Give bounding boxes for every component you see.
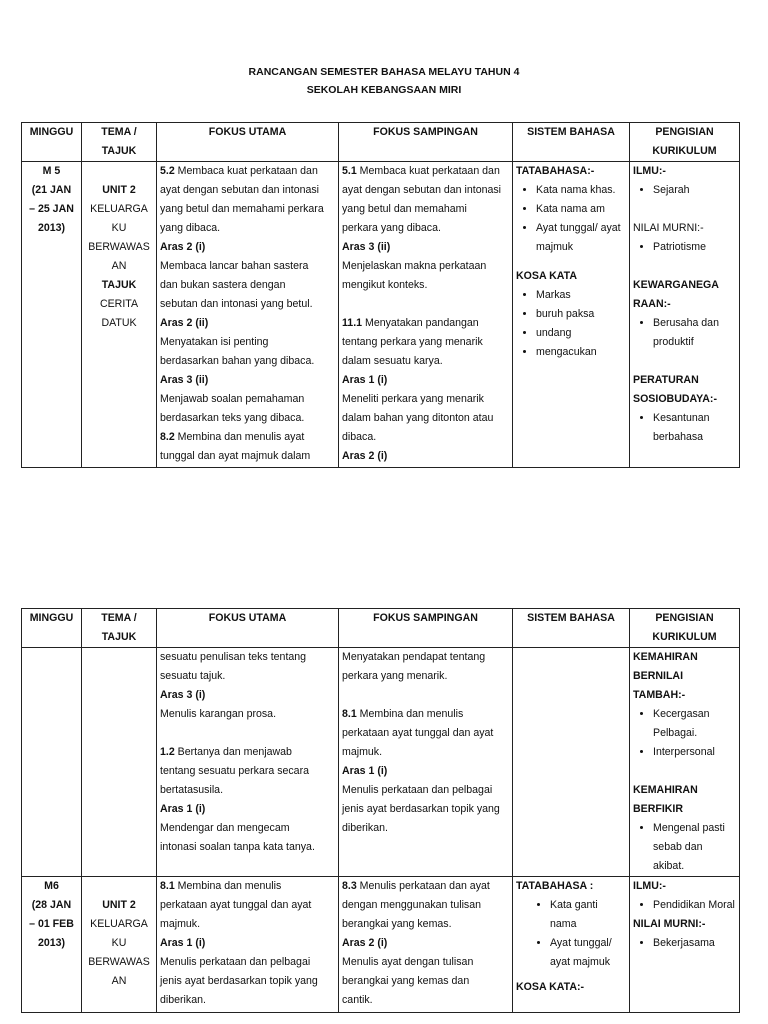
list-item: • Kata nama khas. — [536, 181, 626, 200]
list-item: • Sejarah — [653, 181, 736, 200]
list-item: • Ayat tunggal/ ayat majmuk — [550, 934, 626, 972]
col-header-fokus-utama: FOKUS UTAMA — [157, 609, 339, 648]
fokus-utama-cell: 8.1 Membina dan menulis perkataan ayat tunggal dan ayat majmuk. Aras 1 (i) Menulis perkataan dan pelbagai jenis ayat berdasarkan topik yang diberikan. — [157, 877, 339, 1013]
col-header-sistem-bahasa: SISTEM BAHASA — [513, 123, 630, 162]
col-header-minggu: MINGGU — [22, 609, 82, 648]
kosa-kata-list — [516, 286, 626, 362]
pengisian-kurikulum-cell: ILMU:- • Sejarah NILAI MURNI:- • Patriotisme KEWARGANEGA RAAN:- • Berusaha dan produktif PERATURAN SOSIOBUDAYA:- • Kesantunan berbahasa — [630, 162, 740, 468]
list-item: • Kata nama am — [536, 200, 626, 219]
list-item: • Berusaha dan produktif — [653, 314, 736, 352]
list-item: • Mengenal pasti sebab dan akibat. — [653, 819, 736, 876]
list-item: • Ayat tunggal/ ayat majmuk — [536, 219, 626, 257]
table-row — [22, 648, 740, 877]
doc-title-line-1: RANCANGAN SEMESTER BAHASA MELAYU TAHUN 4 — [248, 66, 520, 78]
col-header-sistem-bahasa: SISTEM BAHASA — [513, 609, 630, 648]
tatabahasa-list — [516, 181, 626, 257]
tatabahasa-list — [516, 896, 626, 972]
sistem-bahasa-cell: TATABAHASA : • Kata ganti nama • Ayat tunggal/ ayat majmuk KOSA KATA:- — [513, 877, 630, 1013]
col-header-tema: TEMA / TAJUK — [82, 123, 157, 162]
pengisian-kurikulum-cell: KEMAHIRAN BERNILAI TAMBAH:- • Kecergasan Pelbagai. • Interpersonal KEMAHIRAN BERFIKIR • Mengenal pasti sebab dan akibat. — [630, 648, 740, 877]
table-row — [22, 877, 740, 1013]
list-item: • Patriotisme — [653, 238, 736, 257]
list-item: • Kecergasan Pelbagai. — [653, 705, 736, 743]
list-item: • mengacukan — [536, 343, 626, 362]
theme-cell — [82, 648, 157, 877]
week-cell — [22, 648, 82, 877]
table-header-row — [22, 609, 740, 648]
col-header-tema: TEMA / TAJUK — [82, 609, 157, 648]
table-row — [22, 162, 740, 468]
theme-cell: UNIT 2 KELUARGA KU BERWAWAS AN — [82, 877, 157, 1013]
week-cell: M 5 (21 JAN – 25 JAN 2013) — [22, 162, 82, 468]
col-header-fokus-sampingan: FOKUS SAMPINGAN — [339, 123, 513, 162]
pengisian-kurikulum-cell: ILMU:- • Pendidikan Moral NILAI MURNI:- • Bekerjasama — [630, 877, 740, 1013]
fokus-sampingan-cell: 8.3 Menulis perkataan dan ayat dengan menggunakan tulisan berangkai yang kemas. Aras 2 (i) Menulis ayat dengan tulisan berangkai yang kemas dan cantik. — [339, 877, 513, 1013]
list-item: • Pendidikan Moral — [653, 896, 736, 915]
sistem-bahasa-cell — [513, 648, 630, 877]
table-header-row — [22, 123, 740, 162]
week-cell: M6 (28 JAN – 01 FEB 2013) — [22, 877, 82, 1013]
col-header-minggu: MINGGU — [22, 123, 82, 162]
fokus-sampingan-cell: 5.1 Membaca kuat perkataan dan ayat dengan sebutan dan intonasi yang betul dan memahami perkara yang dibaca. Aras 3 (ii) Menjelaskan makna perkataan mengikut konteks. 11.1 Menyatakan pandangan tentang perkara yang menarik dalam sesuatu karya. Aras 1 (i) Meneliti perkara yang menarik dalam bahan yang ditonton atau dibaca. Aras 2 (i) — [339, 162, 513, 468]
col-header-pengisian: PENGISIAN KURIKULUM — [630, 123, 740, 162]
col-header-pengisian: PENGISIAN KURIKULUM — [630, 609, 740, 648]
doc-title-line-2: SEKOLAH KEBANGSAAN MIRI — [306, 84, 462, 96]
fokus-utama-cell: 5.2 Membaca kuat perkataan dan ayat dengan sebutan dan intonasi yang betul dan memahami perkara yang dibaca. Aras 2 (i) Membaca lancar bahan sastera dan bukan sastera dengan sebutan dan intonasi yang betul. Aras 2 (ii) Menyatakan isi penting berdasarkan bahan yang dibaca. Aras 3 (ii) Menjawab soalan pemahaman berdasarkan teks yang dibaca. 8.2 Membina dan menulis ayat tunggal dan ayat majmuk dalam — [157, 162, 339, 468]
fokus-sampingan-cell: Menyatakan pendapat tentang perkara yang menarik. 8.1 Membina dan menulis perkataan ayat tunggal dan ayat majmuk. Aras 1 (i) Menulis perkataan dan pelbagai jenis ayat berdasarkan topik yang diberikan. — [339, 648, 513, 877]
fokus-utama-cell: sesuatu penulisan teks tentang sesuatu tajuk. Aras 3 (i) Menulis karangan prosa. 1.2 Bertanya dan menjawab tentang sesuatu perkara secara bertatasusila. Aras 1 (i) Mendengar dan mengecam intonasi soalan tanpa kata tanya. — [157, 648, 339, 877]
list-item: • undang — [536, 324, 626, 343]
list-item: • Bekerjasama — [653, 934, 736, 953]
list-item: • Kata ganti nama — [550, 896, 626, 934]
list-item: • buruh paksa — [536, 305, 626, 324]
theme-cell: UNIT 2 KELUARGA KU BERWAWAS AN TAJUK CERITA DATUK — [82, 162, 157, 468]
semester-plan-table-1 — [21, 122, 740, 468]
list-item: • Markas — [536, 286, 626, 305]
col-header-fokus-utama: FOKUS UTAMA — [157, 123, 339, 162]
sistem-bahasa-cell: TATABAHASA:- • Kata nama khas. • Kata nama am • Ayat tunggal/ ayat majmuk KOSA KATA • Markas • buruh paksa • undang • mengacukan — [513, 162, 630, 468]
semester-plan-table-2 — [21, 608, 740, 1013]
col-header-fokus-sampingan: FOKUS SAMPINGAN — [339, 609, 513, 648]
list-item: • Kesantunan berbahasa — [653, 409, 736, 447]
list-item: • Interpersonal — [653, 743, 736, 762]
